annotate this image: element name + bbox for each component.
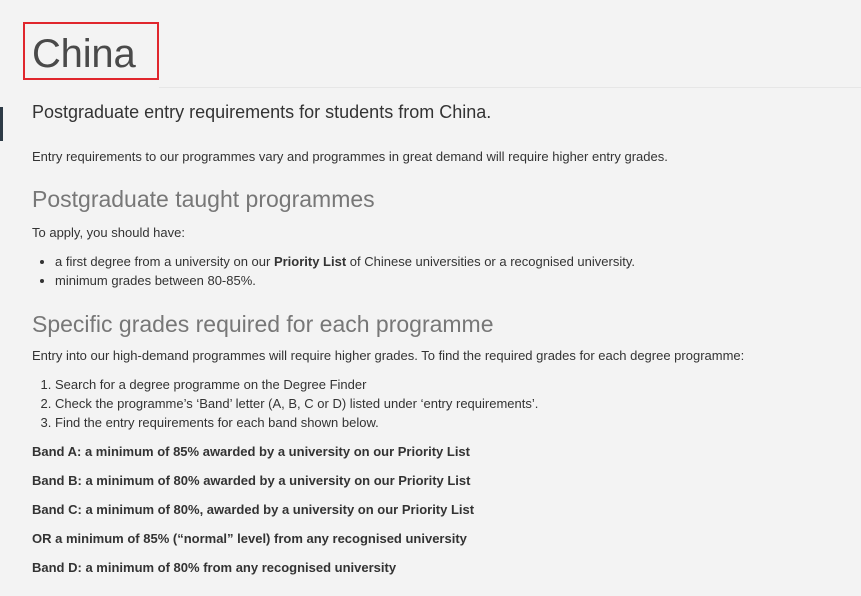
- list-item: 3. Find the entry requirements for each band shown below.: [55, 413, 538, 432]
- taught-heading: Postgraduate taught programmes: [32, 186, 375, 212]
- bullet-1-prefix: a first degree from a university on our: [55, 254, 274, 269]
- entry-text: Entry into our high-demand programmes will require higher grades. To find the required grades for each degree programme:: [32, 348, 745, 363]
- intro-text: Entry requirements to our programmes vary and programmes in great demand will require higher entry grades.: [32, 149, 668, 164]
- band-d-text: Band D: a minimum of 80% from any recognised university: [32, 560, 397, 575]
- list-item: 2. Check the programme’s ‘Band’ letter (A, B, C or D) listed under ‘entry requirements’.: [55, 394, 538, 413]
- apply-text: To apply, you should have:: [32, 225, 185, 240]
- list-item: • minimum grades between 80-85%.: [55, 271, 635, 290]
- band-b-text: Band B: a minimum of 80% awarded by a university on our Priority List: [32, 473, 471, 488]
- lead-text: Postgraduate entry requirements for students from China.: [32, 102, 492, 122]
- title-divider: [159, 87, 861, 88]
- steps-list: [32, 375, 538, 432]
- band-or-text: OR a minimum of 85% (“normal” level) from any recognised university: [32, 531, 467, 546]
- specific-heading: Specific grades required for each programme: [32, 311, 494, 337]
- band-c-text: Band C: a minimum of 80%, awarded by a university on our Priority List: [32, 502, 475, 517]
- list-item: [55, 252, 635, 271]
- left-accent-rule: [0, 107, 3, 141]
- page-title: China: [32, 32, 136, 76]
- requirements-list: [32, 252, 635, 290]
- priority-list-link[interactable]: Priority List: [273, 254, 347, 269]
- list-item: 1. Search for a degree programme on the Degree Finder: [55, 375, 538, 394]
- bullet-1-suffix: of Chinese universities or a recognised university.: [346, 254, 635, 269]
- band-a-text: Band A: a minimum of 85% awarded by a university on our Priority List: [32, 444, 470, 459]
